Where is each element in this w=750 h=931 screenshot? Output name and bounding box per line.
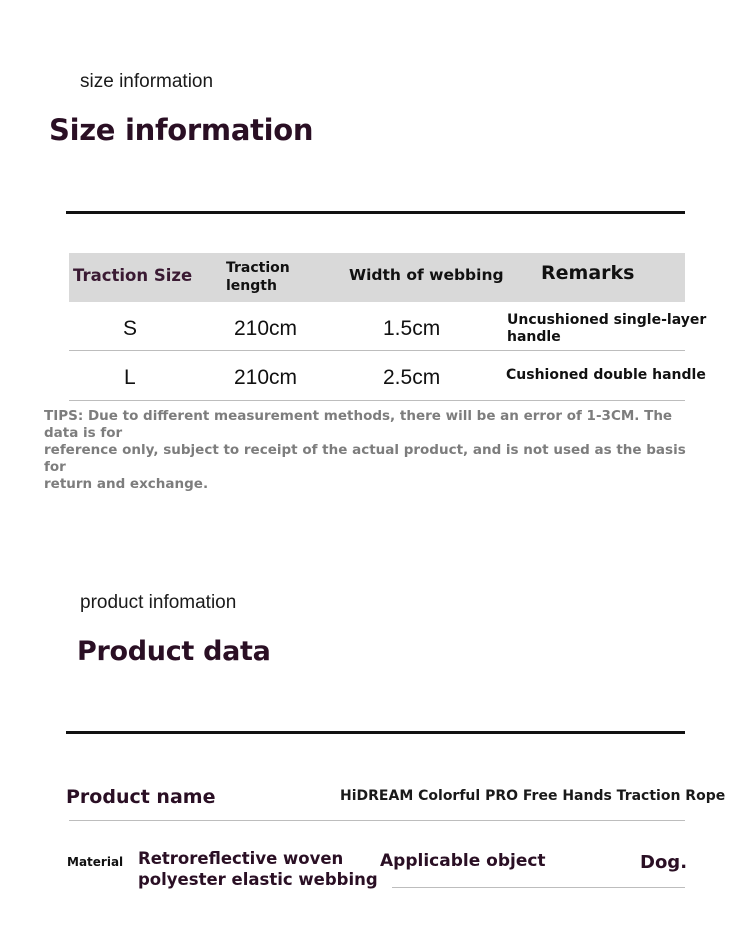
material-value-line1: Retroreflective woven xyxy=(138,849,344,868)
material-label: Material xyxy=(67,855,124,869)
product-name-label: Product name xyxy=(66,786,216,808)
product-section-eyebrow: product infomation xyxy=(80,592,237,613)
cell-length-s: 210cm xyxy=(234,317,298,340)
header-traction-size: Traction Size xyxy=(73,266,193,285)
product-section-heading: Product data xyxy=(77,636,271,667)
header-remarks: Remarks xyxy=(541,262,635,284)
cell-width-l: 2.5cm xyxy=(383,366,441,389)
header-width-of-webbing: Width of webbing xyxy=(349,266,504,284)
row-divider xyxy=(69,350,685,351)
size-section-heading: Size information xyxy=(49,113,314,147)
cell-size-l: L xyxy=(124,366,136,389)
header-traction-length-line1: Traction xyxy=(226,260,290,276)
tips-line2: reference only, subject to receipt of the actual product, and is not used as the basis for xyxy=(44,442,686,475)
product-name-value: HiDREAM Colorful PRO Free Hands Traction Rope xyxy=(340,788,726,804)
applicable-object-label: Applicable object xyxy=(380,851,546,871)
cell-remarks-s-line2: handle xyxy=(507,329,561,345)
material-value-line2: polyester elastic webbing xyxy=(138,870,378,889)
row-divider xyxy=(69,820,685,821)
cell-remarks-s xyxy=(507,312,706,346)
cell-remarks-s-line1: Uncushioned single-layer xyxy=(507,312,707,328)
applicable-object-value: Dog. xyxy=(640,852,688,873)
cell-size-s: S xyxy=(123,317,138,340)
tips-line3: return and exchange. xyxy=(44,476,209,492)
cell-length-l: 210cm xyxy=(234,366,298,389)
tips-line1: TIPS: Due to different measurement methods, there will be an error of 1-3CM. The data is for xyxy=(44,408,673,441)
cell-remarks-l: Cushioned double handle xyxy=(506,367,706,383)
tips-note xyxy=(44,408,704,493)
section-divider xyxy=(66,731,685,734)
row-divider xyxy=(69,400,685,401)
row-divider xyxy=(392,887,685,888)
size-section-eyebrow: size information xyxy=(80,71,214,92)
material-value xyxy=(138,848,378,890)
header-traction-length-line2: length xyxy=(226,278,277,294)
header-traction-length xyxy=(226,259,290,295)
cell-width-s: 1.5cm xyxy=(383,317,441,340)
section-divider xyxy=(66,211,685,214)
